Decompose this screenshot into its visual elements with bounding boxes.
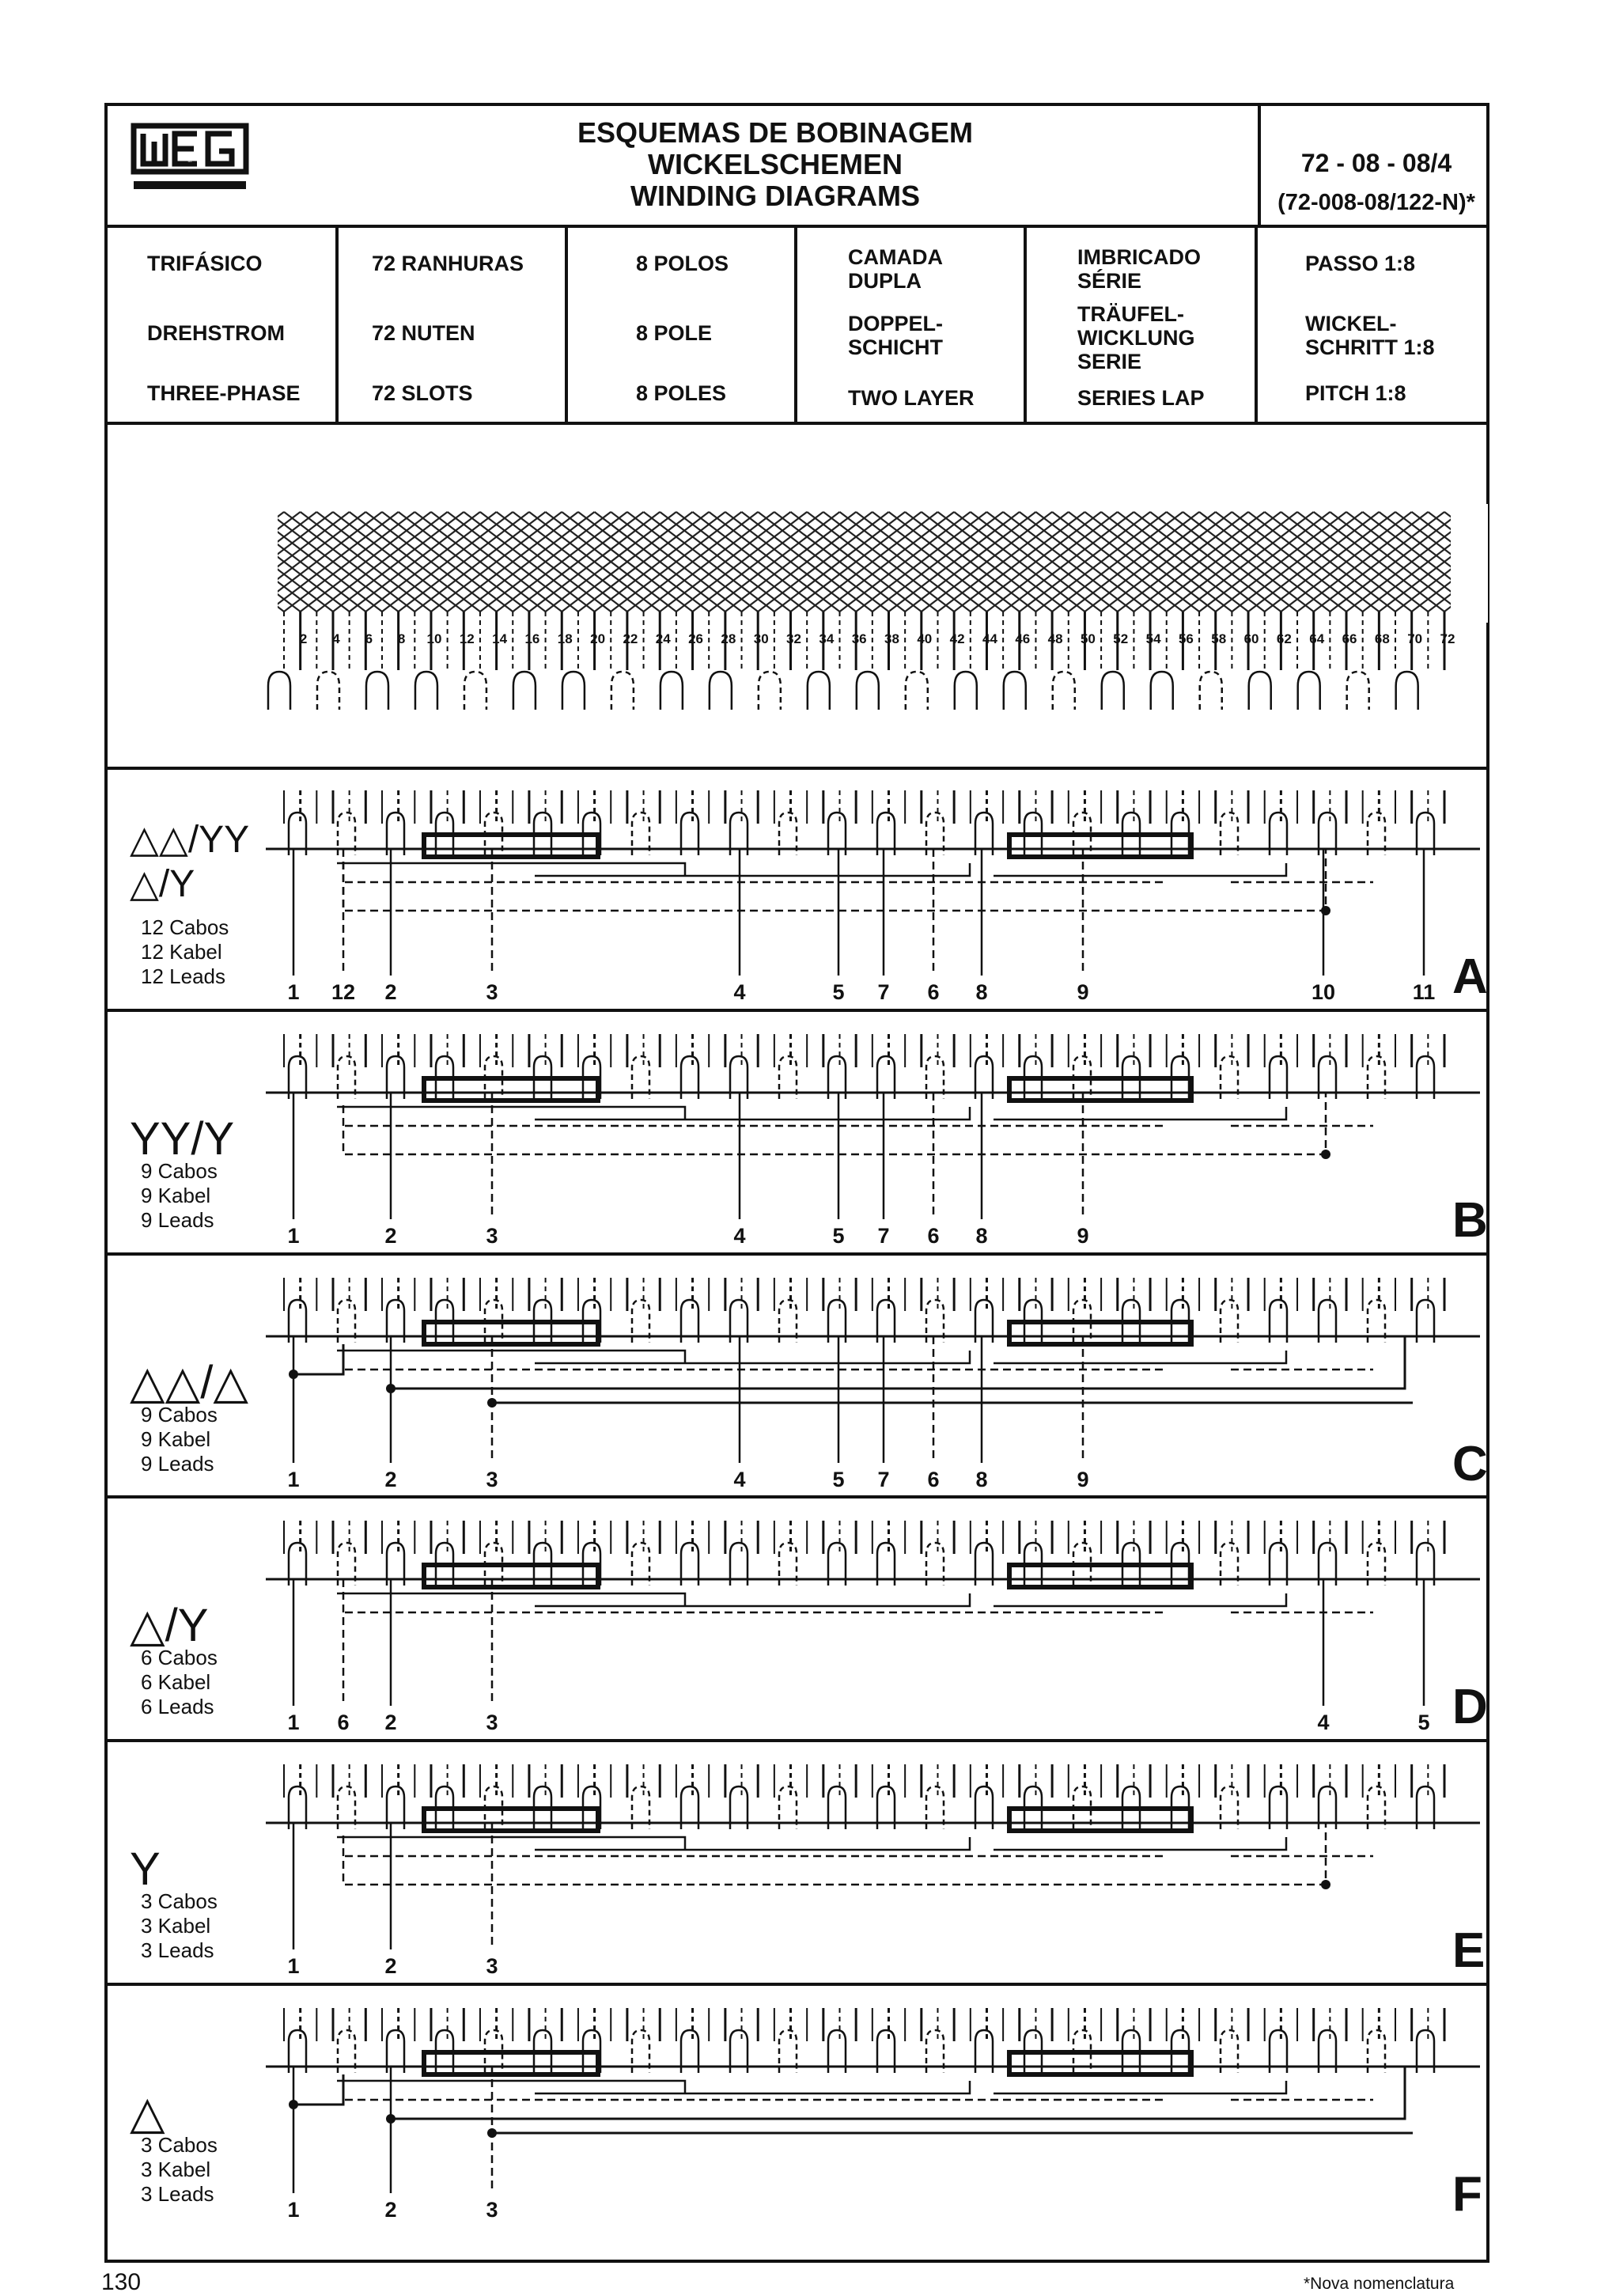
coil-group-bold <box>424 1078 1191 1101</box>
slot-label: 46 <box>1015 631 1031 646</box>
lead-label: 7 <box>877 1468 890 1491</box>
lead-label: 3 <box>486 980 498 1004</box>
page-title <box>506 117 1044 212</box>
lead-label: 2 <box>384 1954 397 1978</box>
spec-cell: 8 POLOS <box>636 252 729 275</box>
lead-label: 7 <box>877 1224 890 1248</box>
lead-loop <box>513 672 536 710</box>
lead-label: 5 <box>832 1224 845 1248</box>
slot-label: 6 <box>365 631 373 646</box>
lead-label: 8 <box>975 1224 988 1248</box>
connection-letter: C <box>1452 1437 1488 1491</box>
lead-label: 6 <box>337 1711 350 1734</box>
spec-cell: WICKEL- SCHRITT 1:8 <box>1305 312 1435 359</box>
lead-loop <box>808 672 830 710</box>
slot-label: 10 <box>426 631 442 646</box>
connection-diagram-f <box>108 1986 1488 2223</box>
lead-loop <box>1249 672 1271 710</box>
lead-label: 6 <box>927 980 940 1004</box>
lead-count-kabel: 12 Kabel <box>141 940 222 964</box>
star-point <box>1321 1150 1330 1159</box>
spec-cell: PASSO 1:8 <box>1305 252 1416 275</box>
lead-label: 3 <box>486 1224 498 1248</box>
lead-label: 12 <box>331 980 356 1004</box>
spec-cell: TRÄUFEL- WICKLUNG SERIE <box>1077 302 1195 373</box>
title-pt: ESQUEMAS DE BOBINAGEM <box>577 116 974 149</box>
slot-label: 44 <box>982 631 997 646</box>
lead-loop <box>1004 672 1026 710</box>
lead-loop <box>660 672 683 710</box>
lead-label: 4 <box>1317 1711 1330 1734</box>
slot-label: 70 <box>1407 631 1423 646</box>
spec-cell: DREHSTROM <box>147 321 285 345</box>
slot-label: 12 <box>459 631 475 646</box>
lead-label: 8 <box>975 1468 988 1491</box>
coil-group-bold <box>424 835 1191 857</box>
coil-group-bold <box>424 1809 1191 1831</box>
phase-jumper <box>337 2081 1286 2093</box>
spec-cell: TWO LAYER <box>848 386 975 410</box>
slot-label: 50 <box>1080 631 1096 646</box>
connection-symbol: △△/ΥΥ <box>130 819 250 861</box>
lead-label: 2 <box>384 2198 397 2222</box>
slot-label: 30 <box>753 631 769 646</box>
slot-label: 52 <box>1113 631 1129 646</box>
connection-symbol: △ <box>130 2087 165 2139</box>
connection-diagram-d <box>108 1498 1488 1736</box>
lead-label: 6 <box>927 1224 940 1248</box>
weg-logo <box>131 123 249 194</box>
spec-col-divider <box>565 225 568 424</box>
lead-count-leads: 6 Leads <box>141 1695 214 1718</box>
lead-label: 10 <box>1311 980 1336 1004</box>
diagram-code-new: (72-008-08/122-N)* <box>1277 190 1475 215</box>
lead-loop <box>562 672 585 710</box>
connection-letter: E <box>1452 1923 1486 1978</box>
spec-cell: IMBRICADO SÉRIE <box>1077 245 1201 293</box>
lead-label: 8 <box>975 980 988 1004</box>
lead-label: 9 <box>1077 1224 1089 1248</box>
slot-label: 34 <box>819 631 835 646</box>
coil-winding-diagram <box>108 425 1488 767</box>
spec-cell: TRIFÁSICO <box>147 252 263 275</box>
spec-col-divider <box>1024 225 1027 424</box>
lead-loop <box>1200 672 1222 710</box>
slot-label: 28 <box>721 631 736 646</box>
lead-label: 3 <box>486 1954 498 1978</box>
connection-letter: A <box>1452 949 1488 1004</box>
page-number: 130 <box>101 2269 142 2295</box>
slot-label: 32 <box>786 631 801 646</box>
lead-loop <box>1102 672 1124 710</box>
lead-label: 2 <box>384 1711 397 1734</box>
lead-loop <box>759 672 781 710</box>
lead-loop <box>1151 672 1173 710</box>
lead-label: 3 <box>486 1468 498 1491</box>
lead-loop <box>268 672 290 710</box>
lead-label: 1 <box>287 1954 300 1978</box>
slot-label: 72 <box>1440 631 1455 646</box>
lead-label: 9 <box>1077 1468 1089 1491</box>
slot-label: 48 <box>1047 631 1063 646</box>
slot-label: 62 <box>1276 631 1292 646</box>
phase-jumper <box>337 863 1286 876</box>
lead-count-cables: 12 Cabos <box>141 915 229 939</box>
connection-diagram-e <box>108 1742 1488 1980</box>
connection-diagram-b <box>108 1012 1488 1249</box>
lead-count-kabel: 9 Kabel <box>141 1427 211 1451</box>
lead-loop <box>1053 672 1075 710</box>
slot-label: 64 <box>1309 631 1325 646</box>
connection-symbol: △/Υ <box>130 1600 209 1651</box>
coil-grid <box>108 512 1488 612</box>
lead-loop <box>317 672 339 710</box>
phase-jumper <box>337 1837 1286 1850</box>
phase-jumper <box>337 1593 1286 1606</box>
lead-label: 1 <box>287 2198 300 2222</box>
slot-label: 60 <box>1243 631 1259 646</box>
slot-label: 26 <box>688 631 704 646</box>
lead-loop <box>366 672 388 710</box>
lead-loop <box>415 672 437 710</box>
lead-label: 4 <box>733 1224 746 1248</box>
slot-label: 8 <box>397 631 406 646</box>
lead-label: 7 <box>877 980 890 1004</box>
connection-symbol: △△/△ <box>130 1357 248 1408</box>
slot-label: 38 <box>884 631 899 646</box>
footnote: *Nova nomenclatura <box>1304 2275 1455 2293</box>
slot-label: 18 <box>557 631 573 646</box>
connection-letter: D <box>1452 1680 1488 1734</box>
slot-label: 24 <box>655 631 671 646</box>
lead-count-kabel: 9 Kabel <box>141 1184 211 1207</box>
connection-diagram-c <box>108 1256 1488 1493</box>
lead-label: 3 <box>486 1711 498 1734</box>
spec-cell: CAMADA DUPLA <box>848 245 943 293</box>
lead-label: 3 <box>486 2198 498 2222</box>
lead-label: 11 <box>1412 980 1436 1004</box>
lead-label: 1 <box>287 1468 300 1491</box>
spec-cell: 8 POLE <box>636 321 713 345</box>
lead-label: 4 <box>733 1468 746 1491</box>
lead-count-cables: 9 Cabos <box>141 1159 218 1183</box>
spec-cell: DOPPEL- SCHICHT <box>848 312 944 359</box>
connection-symbol: ΥΥ/Υ <box>130 1113 235 1165</box>
lead-label: 1 <box>287 1224 300 1248</box>
slot-label: 16 <box>524 631 540 646</box>
spec-cell: 72 NUTEN <box>372 321 475 345</box>
spec-cell: THREE-PHASE <box>147 381 301 405</box>
slot-label: 20 <box>590 631 606 646</box>
lead-label: 9 <box>1077 980 1089 1004</box>
lead-label: 2 <box>384 1468 397 1491</box>
lead-label: 4 <box>733 980 746 1004</box>
phase-jumper <box>337 1107 1286 1120</box>
lead-label: 2 <box>384 1224 397 1248</box>
slot-label: 22 <box>623 631 638 646</box>
slot-label: 42 <box>949 631 965 646</box>
slot-label: 58 <box>1211 631 1227 646</box>
lead-count-kabel: 3 Kabel <box>141 1914 211 1938</box>
lead-label: 5 <box>832 980 845 1004</box>
spec-col-divider <box>1255 225 1258 424</box>
lead-count-kabel: 6 Kabel <box>141 1670 211 1694</box>
coil-group-bold <box>424 2052 1191 2074</box>
lead-label: 1 <box>287 980 300 1004</box>
connection-letter: B <box>1452 1193 1488 1248</box>
header-code-divider <box>1258 103 1261 226</box>
connection-letter: F <box>1452 2167 1482 2222</box>
lead-count-leads: 3 Leads <box>141 1938 214 1962</box>
slot-label: 40 <box>917 631 933 646</box>
lead-count-cables: 9 Cabos <box>141 1403 218 1426</box>
lead-label: 2 <box>384 980 397 1004</box>
lead-count-cables: 6 Cabos <box>141 1646 218 1669</box>
connection-diagram-a <box>108 768 1488 1006</box>
lead-count-leads: 9 Leads <box>141 1452 214 1476</box>
lead-loop <box>1396 672 1418 710</box>
spec-cell: 8 POLES <box>636 381 727 405</box>
slot-label: 14 <box>492 631 508 646</box>
slot-label: 56 <box>1178 631 1194 646</box>
title-en: WINDING DIAGRAMS <box>630 180 920 212</box>
slot-label: 4 <box>332 631 340 646</box>
star-point <box>1321 1880 1330 1889</box>
lead-loop <box>464 672 486 710</box>
lead-count-leads: 9 Leads <box>141 1208 214 1232</box>
slot-label: 36 <box>851 631 867 646</box>
coil-group-bold <box>424 1322 1191 1344</box>
connection-symbol: Υ <box>130 1843 161 1895</box>
lead-count-leads: 12 Leads <box>141 964 225 988</box>
slot-label: 68 <box>1374 631 1390 646</box>
spec-cell: 72 SLOTS <box>372 381 473 405</box>
coil-group-bold <box>424 1565 1191 1587</box>
lead-loop <box>857 672 879 710</box>
lead-loop <box>906 672 928 710</box>
lead-label: 5 <box>832 1468 845 1491</box>
slot-label: 54 <box>1145 631 1161 646</box>
title-de: WICKELSCHEMEN <box>648 148 903 180</box>
diagram-code: 72 - 08 - 08/4 <box>1300 149 1452 177</box>
lead-loop <box>1347 672 1369 710</box>
lead-count-kabel: 3 Kabel <box>141 2158 211 2181</box>
spec-cell: PITCH 1:8 <box>1305 381 1406 405</box>
lead-label: 5 <box>1418 1711 1430 1734</box>
lead-count-cables: 3 Cabos <box>141 1889 218 1913</box>
spec-col-divider <box>794 225 797 424</box>
logo-text: WEG <box>187 161 192 163</box>
lead-count-leads: 3 Leads <box>141 2182 214 2206</box>
lead-loop <box>611 672 634 710</box>
lead-label: 1 <box>287 1711 300 1734</box>
lead-loop <box>955 672 977 710</box>
slot-label: 66 <box>1342 631 1357 646</box>
lead-loop <box>1298 672 1320 710</box>
spec-col-divider <box>335 225 339 424</box>
slot-label: 2 <box>299 631 308 646</box>
spec-cell: 72 RANHURAS <box>372 252 524 275</box>
spec-cell: SERIES LAP <box>1077 386 1205 410</box>
lead-label: 6 <box>927 1468 940 1491</box>
connection-symbol: △/Υ <box>130 863 195 905</box>
lead-loop <box>710 672 732 710</box>
lead-count-cables: 3 Cabos <box>141 2133 218 2157</box>
phase-jumper <box>337 1351 1286 1363</box>
